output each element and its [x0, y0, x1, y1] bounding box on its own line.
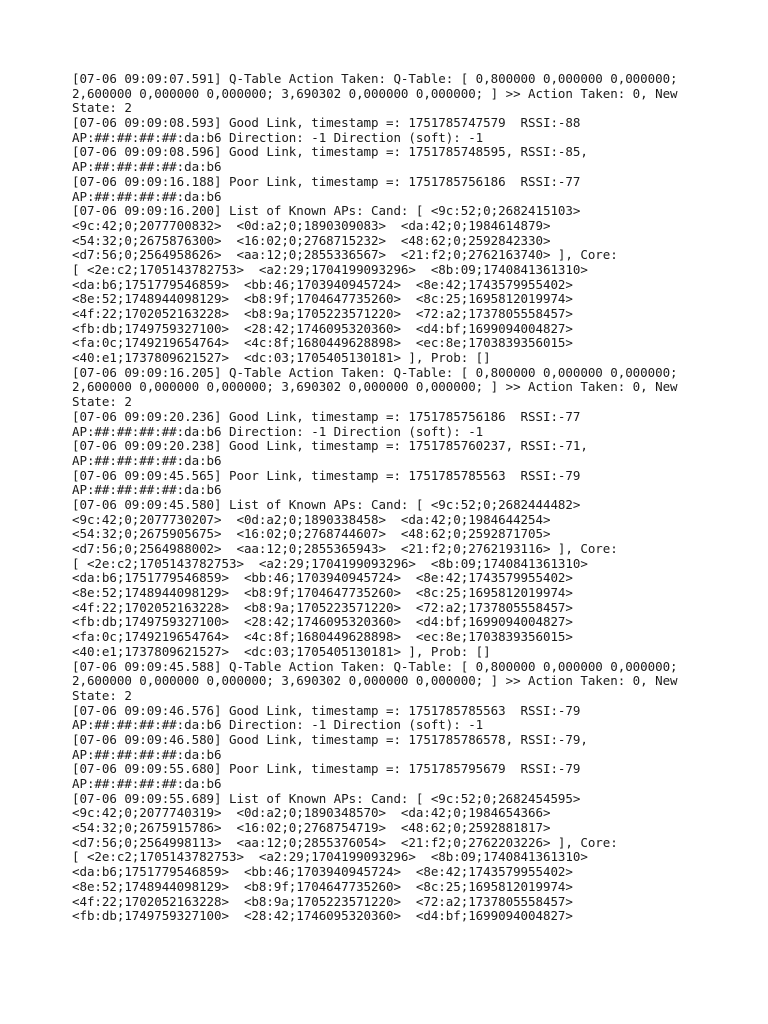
log-line: <8e:52;1748944098129> <b8:9f;1704647735260> <8c:25;1695812019974>	[72, 878, 573, 894]
log-line: State: 2	[72, 100, 132, 116]
log-line: <fa:0c;1749219654764> <4c:8f;1680449628898> <ec:8e;1703839356015>	[72, 335, 573, 351]
log-line: AP:##:##:##:##:da:b6	[72, 159, 222, 175]
log-line: [07-06 09:09:20.238] Good Link, timestamp =: 1751785760237, RSSI:-71,	[72, 438, 588, 454]
log-line: <da:b6;1751779546859> <bb:46;1703940945724> <8e:42;1743579955402>	[72, 570, 573, 586]
log-line: <9c:42;0;2077730207> <0d:a2;0;1890338458> <da:42;0;1984644254>	[72, 511, 551, 527]
log-line: <d7:56;0;2564988002> <aa:12;0;2855365943> <21:f2;0;2762193116> ], Core:	[72, 541, 618, 556]
log-line: [07-06 09:09:45.580] List of Known APs: Cand: [ <9c:52;0;2682444482>	[72, 496, 581, 512]
log-line: AP:##:##:##:##:da:b6	[72, 776, 222, 791]
log-line: [07-06 09:09:45.588] Q-Table Action Taken: Q-Table: [ 0,800000 0,000000 0,000000;	[72, 658, 678, 674]
log-line: [07-06 09:09:20.236] Good Link, timestamp =: 1751785756186 RSSI:-77	[72, 408, 581, 424]
log-line: <8e:52;1748944098129> <b8:9f;1704647735260> <8c:25;1695812019974>	[72, 585, 573, 601]
log-line: <da:b6;1751779546859> <bb:46;1703940945724> <8e:42;1743579955402>	[72, 864, 573, 880]
log-line: [07-06 09:09:45.565] Poor Link, timestamp =: 1751785785563 RSSI:-79	[72, 467, 581, 483]
log-line: 2,600000 0,000000 0,000000; 3,690302 0,000000 0,000000; ] >> Action Taken: 0, New	[72, 379, 678, 395]
log-line: AP:##:##:##:##:da:b6 Direction: -1 Direction (soft): -1	[72, 129, 484, 145]
log-line: [07-06 09:09:55.689] List of Known APs: Cand: [ <9c:52;0;2682454595>	[72, 790, 581, 806]
log-line: <4f:22;1702052163228> <b8:9a;1705223571220> <72:a2;1737805558457>	[72, 306, 573, 321]
log-line: <8e:52;1748944098129> <b8:9f;1704647735260> <8c:25;1695812019974>	[72, 291, 573, 307]
log-line: [07-06 09:09:16.205] Q-Table Action Taken: Q-Table: [ 0,800000 0,000000 0,000000;	[72, 364, 678, 380]
log-line: <4f:22;1702052163228> <b8:9a;1705223571220> <72:a2;1737805558457>	[72, 599, 573, 615]
log-line: <da:b6;1751779546859> <bb:46;1703940945724> <8e:42;1743579955402>	[72, 276, 573, 292]
log-line: [07-06 09:09:07.591] Q-Table Action Taken: Q-Table: [ 0,800000 0,000000 0,000000;	[72, 71, 678, 86]
log-line: [07-06 09:09:46.580] Good Link, timestamp =: 1751785786578, RSSI:-79,	[72, 731, 588, 747]
log-line: [07-06 09:09:55.680] Poor Link, timestamp =: 1751785795679 RSSI:-79	[72, 761, 581, 777]
log-line: AP:##:##:##:##:da:b6	[72, 746, 222, 762]
log-line: <d7:56;0;2564958626> <aa:12;0;2855336567> <21:f2;0;2762163740> ], Core:	[72, 247, 618, 263]
log-line: <40:e1;1737809621527> <dc:03;1705405130181> ], Prob: []	[72, 350, 491, 366]
log-document	[72, 72, 762, 924]
log-line: <54:32;0;2675876300> <16:02;0;2768715232> <48:62;0;2592842330>	[72, 232, 551, 248]
log-line: <d7:56;0;2564998113> <aa:12;0;2855376054> <21:f2;0;2762203226> ], Core:	[72, 834, 618, 850]
log-line: [07-06 09:09:08.593] Good Link, timestamp =: 1751785747579 RSSI:-88	[72, 115, 581, 131]
log-line: [ <2e:c2;1705143782753> <a2:29;1704199093296> <8b:09;1740841361310>	[72, 261, 588, 277]
log-line: <40:e1;1737809621527> <dc:03;1705405130181> ], Prob: []	[72, 643, 491, 659]
log-line: State: 2	[72, 687, 132, 703]
log-line: <fa:0c;1749219654764> <4c:8f;1680449628898> <ec:8e;1703839356015>	[72, 629, 573, 645]
log-line: AP:##:##:##:##:da:b6	[72, 452, 222, 468]
log-line: AP:##:##:##:##:da:b6 Direction: -1 Direction (soft): -1	[72, 717, 484, 733]
log-line: AP:##:##:##:##:da:b6 Direction: -1 Direction (soft): -1	[72, 423, 484, 439]
log-line: State: 2	[72, 394, 132, 410]
log-line: [07-06 09:09:16.200] List of Known APs: Cand: [ <9c:52;0;2682415103>	[72, 203, 581, 219]
log-line: [ <2e:c2;1705143782753> <a2:29;1704199093296> <8b:09;1740841361310>	[72, 849, 588, 865]
log-line: [07-06 09:09:16.188] Poor Link, timestamp =: 1751785756186 RSSI:-77	[72, 173, 581, 189]
log-line: <4f:22;1702052163228> <b8:9a;1705223571220> <72:a2;1737805558457>	[72, 893, 573, 909]
log-line: <9c:42;0;2077700832> <0d:a2;0;1890309083> <da:42;0;1984614879>	[72, 217, 551, 233]
log-line: [ <2e:c2;1705143782753> <a2:29;1704199093296> <8b:09;1740841361310>	[72, 555, 588, 571]
log-line: <9c:42;0;2077740319> <0d:a2;0;1890348570> <da:42;0;1984654366>	[72, 805, 551, 821]
log-line: 2,600000 0,000000 0,000000; 3,690302 0,000000 0,000000; ] >> Action Taken: 0, New	[72, 673, 678, 689]
log-line: <54:32;0;2675905675> <16:02;0;2768744607> <48:62;0;2592871705>	[72, 526, 551, 542]
log-line: <fb:db;1749759327100> <28:42;1746095320360> <d4:bf;1699094004827>	[72, 614, 573, 630]
log-line: [07-06 09:09:08.596] Good Link, timestamp =: 1751785748595, RSSI:-85,	[72, 144, 588, 160]
log-line: [07-06 09:09:46.576] Good Link, timestamp =: 1751785785563 RSSI:-79	[72, 702, 581, 718]
log-line: 2,600000 0,000000 0,000000; 3,690302 0,000000 0,000000; ] >> Action Taken: 0, New	[72, 85, 678, 101]
log-line: <fb:db;1749759327100> <28:42;1746095320360> <d4:bf;1699094004827>	[72, 908, 573, 924]
log-line: AP:##:##:##:##:da:b6	[72, 188, 222, 204]
log-line: <fb:db;1749759327100> <28:42;1746095320360> <d4:bf;1699094004827>	[72, 320, 573, 336]
log-line: <54:32;0;2675915786> <16:02;0;2768754719> <48:62;0;2592881817>	[72, 820, 551, 836]
log-line: AP:##:##:##:##:da:b6	[72, 482, 222, 498]
